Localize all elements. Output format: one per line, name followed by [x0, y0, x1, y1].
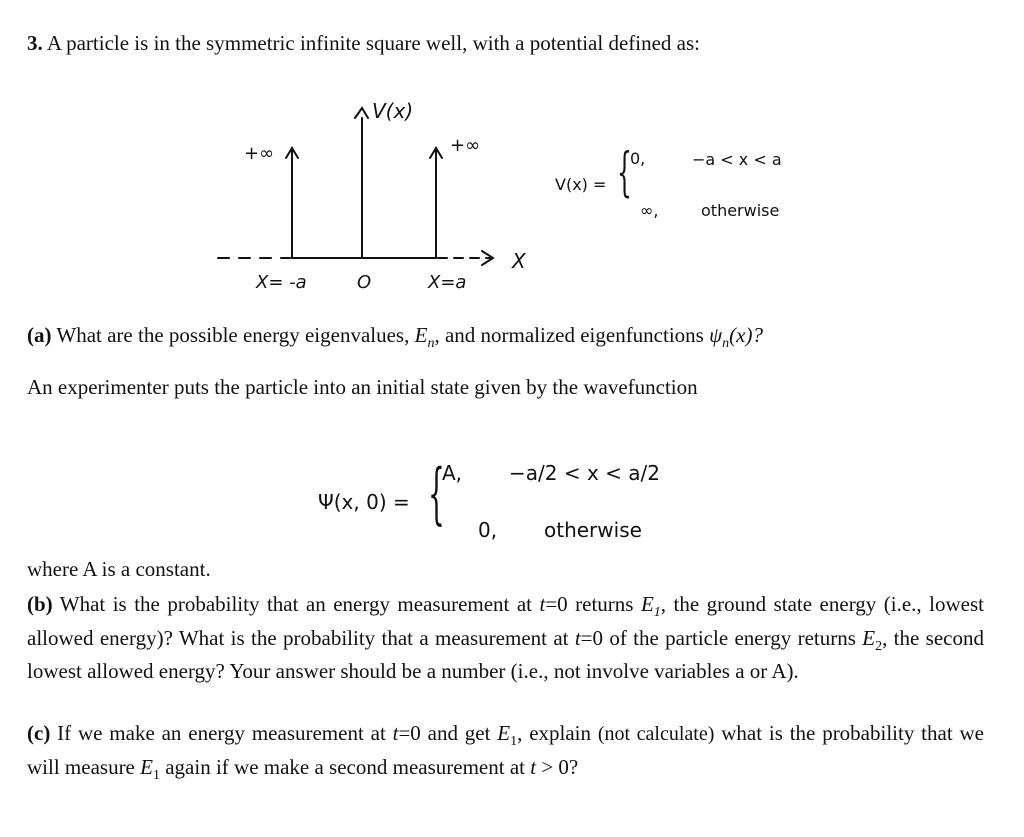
- part-a-psi-sub: n: [722, 336, 730, 352]
- well-sketch: [200, 88, 560, 300]
- experimenter-text: An experimenter puts the particle into an initial state given by the wavefunction: [27, 375, 698, 399]
- part-a-E-sub: n: [427, 336, 435, 352]
- part-b-E1: E: [640, 592, 654, 616]
- wavefunction-case2-value: 0,: [478, 518, 498, 542]
- wavefunction-brace: {: [428, 455, 445, 532]
- part-a-E: E: [414, 323, 428, 347]
- wavefunction-case1-condition: −a/2 < x < a/2: [509, 461, 660, 485]
- part-b-label: (b): [27, 592, 53, 616]
- part-a: [27, 323, 763, 356]
- part-a-psi-arg: (x)?: [729, 323, 763, 347]
- part-a-text1: What are the possible energy eigenvalues,: [56, 323, 415, 347]
- part-c-E1: E: [497, 721, 511, 745]
- part-b-E2: E: [862, 625, 876, 650]
- part-c-t: t: [392, 721, 399, 745]
- potential-case2-value: ∞,: [640, 201, 659, 220]
- potential-case1-condition: −a < x < a: [692, 150, 782, 169]
- part-c-t2: t: [530, 754, 537, 779]
- part-c-text3: , explain: [517, 721, 598, 745]
- part-a-text2: , and normalized eigenfunctions: [434, 323, 710, 347]
- part-b-t: t: [539, 592, 546, 616]
- x-axis-label: X: [512, 249, 526, 273]
- part-b-E1-sub: 1: [653, 605, 661, 621]
- wavefunction-case1-value: A,: [442, 461, 463, 485]
- potential-brace: {: [617, 143, 632, 203]
- part-c-E1-sub: 1: [510, 734, 518, 750]
- part-c-text2: =0 and get: [398, 721, 498, 745]
- part-c-E1b: E: [140, 754, 153, 779]
- part-b-t2: t: [574, 625, 581, 650]
- question-header: [27, 31, 700, 56]
- inf-right-label: +∞: [450, 135, 481, 156]
- wavefunction-definition: [318, 455, 718, 550]
- part-c-paren: (not calculate): [597, 723, 715, 745]
- potential-lhs: V(x) =: [555, 175, 607, 194]
- part-b-text4: =0 of the particle energy returns: [580, 625, 863, 650]
- part-c: [27, 721, 984, 788]
- wavefunction-lhs: Ψ(x, 0) =: [318, 490, 410, 514]
- part-c-label: (c): [27, 721, 51, 745]
- wavefunction-case2-condition: otherwise: [544, 518, 642, 542]
- part-b-text5: , the second lowest allowed energy? Your answer should be a number (i.e., not involve variables a or A).: [27, 625, 984, 684]
- part-b-E2-sub: 2: [875, 638, 883, 654]
- part-b-text2: =0 returns: [545, 592, 641, 616]
- part-a-label: (a): [27, 323, 52, 347]
- constant-note: where A is a constant.: [27, 557, 211, 581]
- v-axis-arrow: [355, 108, 368, 118]
- part-c-text1: If we make an energy measurement at: [57, 721, 393, 745]
- part-b-text1: What is the probability that an energy measurement at: [59, 592, 540, 616]
- inf-left-label: +∞: [244, 143, 275, 164]
- question-intro: A particle is in the symmetric infinite square well, with a potential defined as:: [46, 31, 700, 55]
- potential-case2-condition: otherwise: [701, 201, 780, 220]
- tick-right-label: X=a: [428, 272, 467, 293]
- part-b: [27, 592, 984, 684]
- v-label: V(x): [372, 99, 414, 123]
- part-c-text6: > 0?: [536, 754, 579, 779]
- part-a-psi: ψ: [709, 323, 723, 347]
- question-number: 3.: [27, 31, 43, 55]
- part-c-text4: what is the probability that we will measure: [27, 721, 984, 779]
- potential-case1-value: 0,: [630, 149, 646, 168]
- part-b-text3: , the ground state energy (i.e., lowest allowed energy)? What is the probability that a measurement at: [27, 592, 984, 650]
- part-c-E1b-sub: 1: [152, 767, 160, 783]
- tick-left-label: X= -a: [256, 272, 307, 293]
- tick-origin-label: O: [357, 272, 372, 293]
- potential-definition: [555, 145, 815, 225]
- part-c-text5: again if we make a second measurement at: [159, 754, 531, 779]
